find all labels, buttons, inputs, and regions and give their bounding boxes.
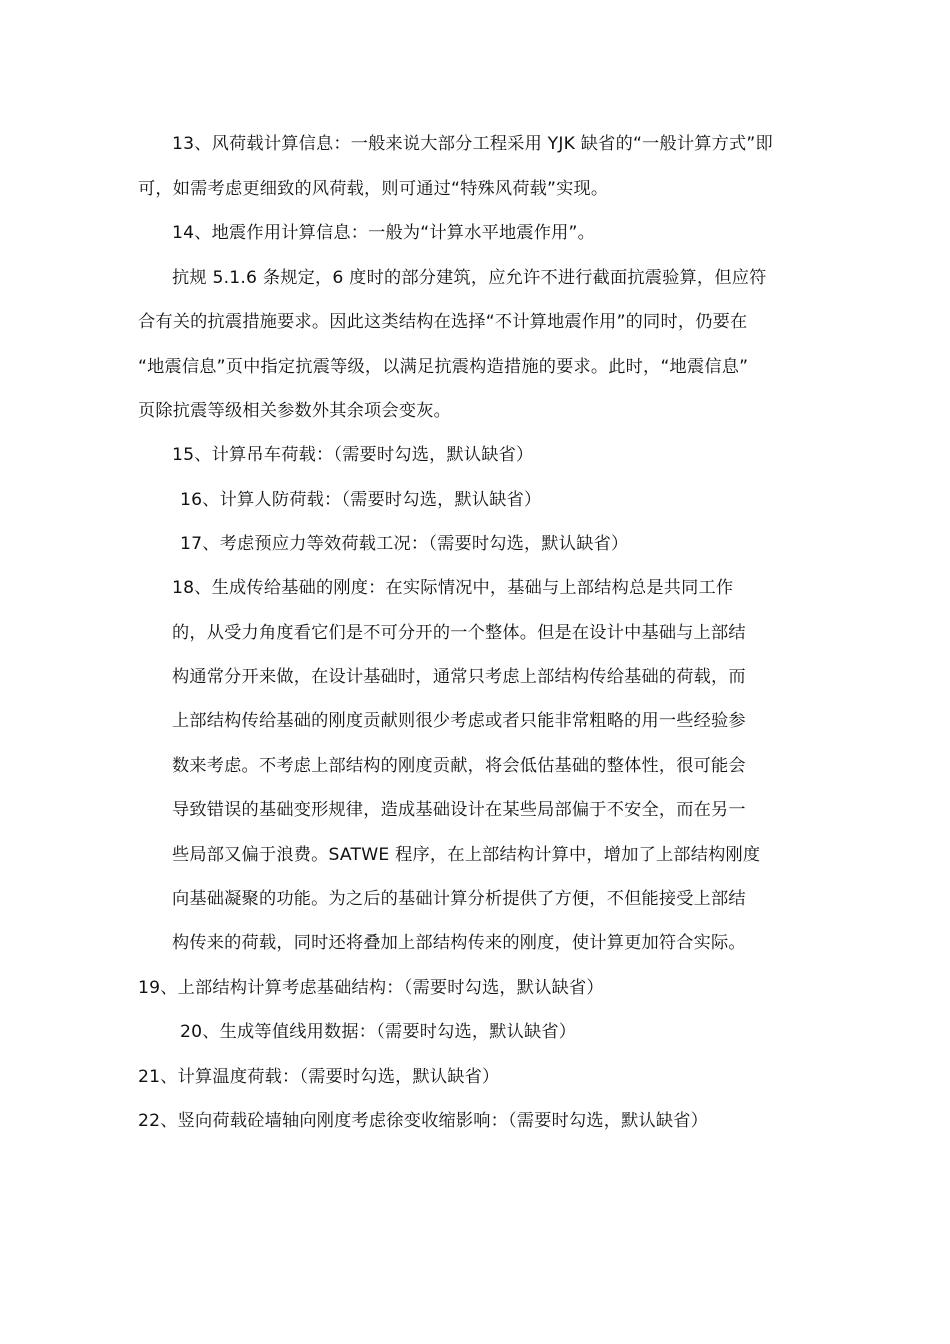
text-line: 16、计算人防荷载：（需要时勾选，默认缺省）	[180, 490, 542, 510]
text-line: 上部结构传给基础的刚度贡献则很少考虑或者只能非常粗略的用一些经验参	[172, 711, 746, 731]
text-line: 页除抗震等级相关参数外其余项会变灰。	[138, 401, 451, 421]
text-line: “地震信息”页中指定抗震等级，以满足抗震构造措施的要求。此时，“地震信息”	[138, 357, 749, 377]
text-line: 可，如需考虑更细致的风荷载，则可通过“特殊风荷载”实现。	[138, 179, 609, 199]
text-line: 合有关的抗震措施要求。因此这类结构在选择“不计算地震作用”的同时，仍要在	[138, 312, 748, 332]
text-line: 导致错误的基础变形规律，造成基础设计在某些局部偏于不安全，而在另一	[172, 800, 746, 820]
text-line: 14、地震作用计算信息：一般为“计算水平地震作用”。	[172, 223, 596, 243]
text-line: 22、竖向荷载砼墙轴向刚度考虑徐变收缩影响：（需要时勾选，默认缺省）	[138, 1111, 709, 1131]
text-line: 抗规 5.1.6 条规定，6 度时的部分建筑，应允许不进行截面抗震验算，但应符	[172, 268, 767, 288]
text-line: 向基础凝聚的功能。为之后的基础计算分析提供了方便，不但能接受上部结	[172, 889, 746, 909]
text-line: 构通常分开来做，在设计基础时，通常只考虑上部结构传给基础的荷载，而	[172, 667, 746, 687]
text-line: 20、生成等值线用数据：（需要时勾选，默认缺省）	[180, 1022, 577, 1042]
text-line: 的，从受力角度看它们是不可分开的一个整体。但是在设计中基础与上部结	[172, 623, 746, 643]
text-line: 18、生成传给基础的刚度：在实际情况中，基础与上部结构总是共同工作	[172, 578, 734, 598]
text-line: 19、上部结构计算考虑基础结构：（需要时勾选，默认缺省）	[138, 978, 604, 998]
text-line: 13、风荷载计算信息：一般来说大部分工程采用 YJK 缺省的“一般计算方式”即	[172, 134, 773, 154]
text-line: 些局部又偏于浪费。SATWE 程序，在上部结构计算中，增加了上部结构刚度	[172, 845, 761, 865]
text-line: 构传来的荷载，同时还将叠加上部结构传来的刚度，使计算更加符合实际。	[172, 933, 746, 953]
text-line: 21、计算温度荷载：（需要时勾选，默认缺省）	[138, 1067, 500, 1087]
text-line: 17、考虑预应力等效荷载工况：（需要时勾选，默认缺省）	[180, 534, 629, 554]
text-line: 15、计算吊车荷载：（需要时勾选，默认缺省）	[172, 445, 534, 465]
text-line: 数来考虑。不考虑上部结构的刚度贡献，将会低估基础的整体性，很可能会	[172, 756, 746, 776]
